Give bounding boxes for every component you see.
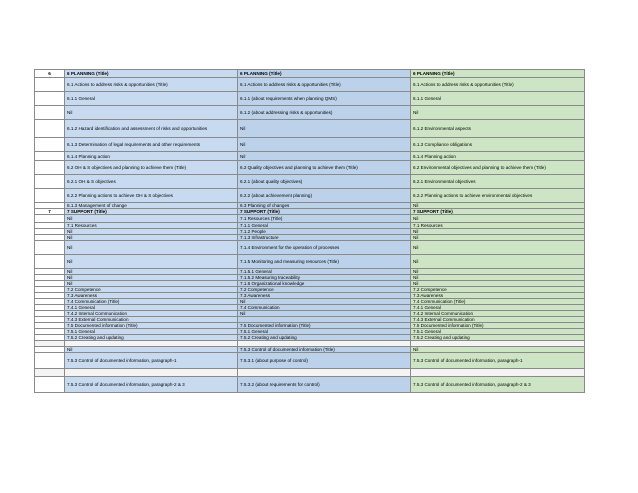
iso9001-cell: 6.1.2 (about addressing risks & opportunities) (238, 106, 411, 120)
iso45001-cell: 6.1.1 General (65, 92, 238, 106)
iso14001-cell: Nil (411, 281, 585, 287)
iso14001-cell: 6.1.3 Compliance obligations (411, 138, 585, 152)
iso45001-cell: Nil (65, 281, 238, 287)
iso9001-cell: Nil (238, 138, 411, 152)
clause-number-cell (35, 369, 65, 377)
iso9001-cell: 6.2.1 (about quality objectives) (238, 175, 411, 189)
table-row (35, 138, 585, 152)
iso45001-cell: 7 SUPPORT (Title) (65, 209, 238, 215)
iso9001-cell: 7.1.1 General (238, 223, 411, 229)
iso14001-cell: 6.2.2 Planning actions to achieve environmental objectives (411, 189, 585, 203)
iso9001-cell (238, 369, 411, 377)
table-row (35, 106, 585, 120)
clause-number-cell: 6 (35, 70, 65, 78)
table-row (35, 189, 585, 203)
clause-number-cell (35, 175, 65, 189)
iso14001-cell: 7.5.3 Control of documented information, paragraph-2 & 3 (411, 377, 585, 393)
iso14001-cell: Nil (411, 235, 585, 241)
iso45001-cell: Nil (65, 229, 238, 235)
iso14001-cell: 7.2 Competence (411, 287, 585, 293)
iso9001-cell: 6.1.1 (about requirements when planning QMS) (238, 92, 411, 106)
iso9001-cell: 7.4 Communication (238, 305, 411, 311)
table-row (35, 369, 585, 377)
iso9001-cell: 6.2 Quality objectives and planning to achieve them (Title) (238, 161, 411, 175)
iso14001-cell: Nil (411, 215, 585, 223)
iso45001-cell: Nil (65, 269, 238, 275)
iso9001-cell: 7.1.5.1 General (238, 269, 411, 275)
clause-number-cell (35, 152, 65, 161)
iso14001-cell: 7.5.2 Creating and updating (411, 335, 585, 341)
iso45001-cell: Nil (65, 241, 238, 255)
iso14001-cell: 7.4.3 External Communication (411, 317, 585, 323)
iso45001-cell: 7.4 Communication (Title) (65, 299, 238, 305)
iso14001-cell: 6 PLANNING (Title) (411, 70, 585, 78)
iso9001-cell: 6.3 Planning of changes (238, 203, 411, 209)
table-row (35, 92, 585, 106)
iso14001-cell (411, 369, 585, 377)
iso14001-cell: 7.4.1 General (411, 305, 585, 311)
table-row (35, 161, 585, 175)
iso45001-cell: 6 PLANNING (Title) (65, 70, 238, 78)
iso9001-cell: 7.1.2 People (238, 229, 411, 235)
table-row (35, 152, 585, 161)
table-row (35, 175, 585, 189)
table-row (35, 377, 585, 393)
iso14001-cell: 7.4 Communication (Title) (411, 299, 585, 305)
iso45001-cell: 8.1.3 Management of change (65, 203, 238, 209)
iso14001-cell: 7.1 Resources (411, 223, 585, 229)
iso14001-cell: 7.5 Documented information (Title) (411, 323, 585, 329)
iso45001-cell: 7.5.2 Creating and updating (65, 335, 238, 341)
clause-number-cell (35, 215, 65, 223)
clause-number-cell (35, 120, 65, 138)
iso14001-cell: 6.2 Environmental objectives and planning to achieve them (Title) (411, 161, 585, 175)
iso45001-cell: 7.5.1 General (65, 329, 238, 335)
iso14001-cell: Nil (411, 229, 585, 235)
iso45001-cell: 6.1.2 Hazard identification and assessment of risks and opportunities (65, 120, 238, 138)
iso45001-cell: Nil (65, 347, 238, 353)
iso14001-cell: 6.1.1 General (411, 92, 585, 106)
iso9001-cell: 7.1 Resources (Title) (238, 215, 411, 223)
iso45001-cell: 6.1 Actions to address risks & opportunities (Title) (65, 78, 238, 92)
table-row (35, 255, 585, 269)
iso45001-cell: 7.5.3 Control of documented information, paragraph-2 & 3 (65, 377, 238, 393)
iso14001-cell: 7.5.1 General (411, 329, 585, 335)
iso9001-cell: 7.5.2 Creating and updating (238, 335, 411, 341)
iso45001-cell: 6.1.4 Planning action (65, 152, 238, 161)
iso45001-cell: 7.2 Competence (65, 287, 238, 293)
iso45001-cell: 7.5 Documented information (Title) (65, 323, 238, 329)
clause-number-cell (35, 106, 65, 120)
clause-number-cell (35, 92, 65, 106)
iso9001-cell: 7.5.1 General (238, 329, 411, 335)
iso9001-cell: 6 PLANNING (Title) (238, 70, 411, 78)
iso9001-cell: 7.1.3 Infrastructure (238, 235, 411, 241)
iso14001-cell: Nil (411, 347, 585, 353)
clause-number-cell (35, 138, 65, 152)
iso14001-cell: 7.3 Awareness (411, 293, 585, 299)
iso14001-cell: Nil (411, 241, 585, 255)
table-row (35, 215, 585, 223)
iso9001-cell: 7.1.6 Organizational knowledge (238, 281, 411, 287)
iso9001-cell: Nil (238, 152, 411, 161)
iso45001-cell: Nil (65, 275, 238, 281)
iso45001-cell: Nil (65, 215, 238, 223)
iso9001-cell: 6.2.2 (about achievement planning) (238, 189, 411, 203)
iso14001-cell: 6.1.2 Environmental aspects (411, 120, 585, 138)
iso14001-cell: 7.5.3 Control of documented information, paragraph-1 (411, 353, 585, 369)
iso45001-cell: 6.2 OH & S objectives and planning to achieve them (Title) (65, 161, 238, 175)
clause-number-cell (35, 353, 65, 369)
iso45001-cell: 7.3 Awareness (65, 293, 238, 299)
table-row (35, 78, 585, 92)
iso45001-cell: 6.1.3 Determination of legal requirements and other requirements (65, 138, 238, 152)
iso14001-cell: 6.1.4 Planning action (411, 152, 585, 161)
iso9001-cell: 7.5.3 Control of documented information (Title) (238, 347, 411, 353)
iso9001-cell: Nil (238, 311, 411, 317)
table-row (35, 120, 585, 138)
clause-number-cell: 7 (35, 209, 65, 215)
iso9001-cell: Nil (238, 299, 411, 305)
iso14001-cell: 7 SUPPORT (Title) (411, 209, 585, 215)
clause-number-cell (35, 189, 65, 203)
clause-number-cell (35, 241, 65, 255)
iso45001-cell: Nil (65, 255, 238, 269)
iso14001-cell: Nil (411, 203, 585, 209)
iso45001-cell: 6.2.2 Planning actions to achieve OH & S objectives (65, 189, 238, 203)
iso14001-cell: Nil (411, 255, 585, 269)
table-body (35, 70, 585, 393)
iso14001-cell: 6.2.1 Environmental objectives (411, 175, 585, 189)
iso14001-cell: Nil (411, 269, 585, 275)
iso45001-cell: 6.2.1 OH & S objectives (65, 175, 238, 189)
iso14001-cell: 6.1 Actions to address risks & opportunities (Title) (411, 78, 585, 92)
iso9001-cell: 7.2 Competence (238, 287, 411, 293)
clause-number-cell (35, 377, 65, 393)
iso45001-cell: 7.1 Resources (65, 223, 238, 229)
iso45001-cell: 7.5.3 Control of documented information, paragraph-1 (65, 353, 238, 369)
iso14001-cell: 7.4.2 Internal Communication (411, 311, 585, 317)
iso9001-cell: 7.1.5 Monitoring and measuring resources (Title) (238, 255, 411, 269)
table-row (35, 70, 585, 78)
iso9001-cell: 7.1.4 Environment for the operation of processes (238, 241, 411, 255)
iso9001-cell: 7 SUPPORT (Title) (238, 209, 411, 215)
iso45001-cell: Nil (65, 106, 238, 120)
iso45001-cell: 7.4.2 Internal Communication (65, 311, 238, 317)
iso45001-cell: Nil (65, 235, 238, 241)
iso45001-cell: 7.4.3 External Communication (65, 317, 238, 323)
iso14001-cell: Nil (411, 275, 585, 281)
iso9001-cell: 6.1 Actions to address risks & opportunities (Title) (238, 78, 411, 92)
table-row (35, 353, 585, 369)
clause-number-cell (35, 161, 65, 175)
clause-number-cell (35, 78, 65, 92)
iso9001-cell: 7.3 Awareness (238, 293, 411, 299)
iso9001-cell: 7.5.3.2 (about requirements for control) (238, 377, 411, 393)
clause-number-cell (35, 255, 65, 269)
iso9001-cell: 7.5 Documented information (Title) (238, 323, 411, 329)
clause-comparison-table (34, 69, 585, 393)
iso9001-cell: Nil (238, 120, 411, 138)
iso45001-cell (65, 369, 238, 377)
iso9001-cell: 7.1.5.2 Measuring traceability (238, 275, 411, 281)
table-row (35, 241, 585, 255)
iso9001-cell: 7.5.3.1 (about purpose of control) (238, 353, 411, 369)
iso45001-cell: 7.4.1 General (65, 305, 238, 311)
iso14001-cell: Nil (411, 106, 585, 120)
